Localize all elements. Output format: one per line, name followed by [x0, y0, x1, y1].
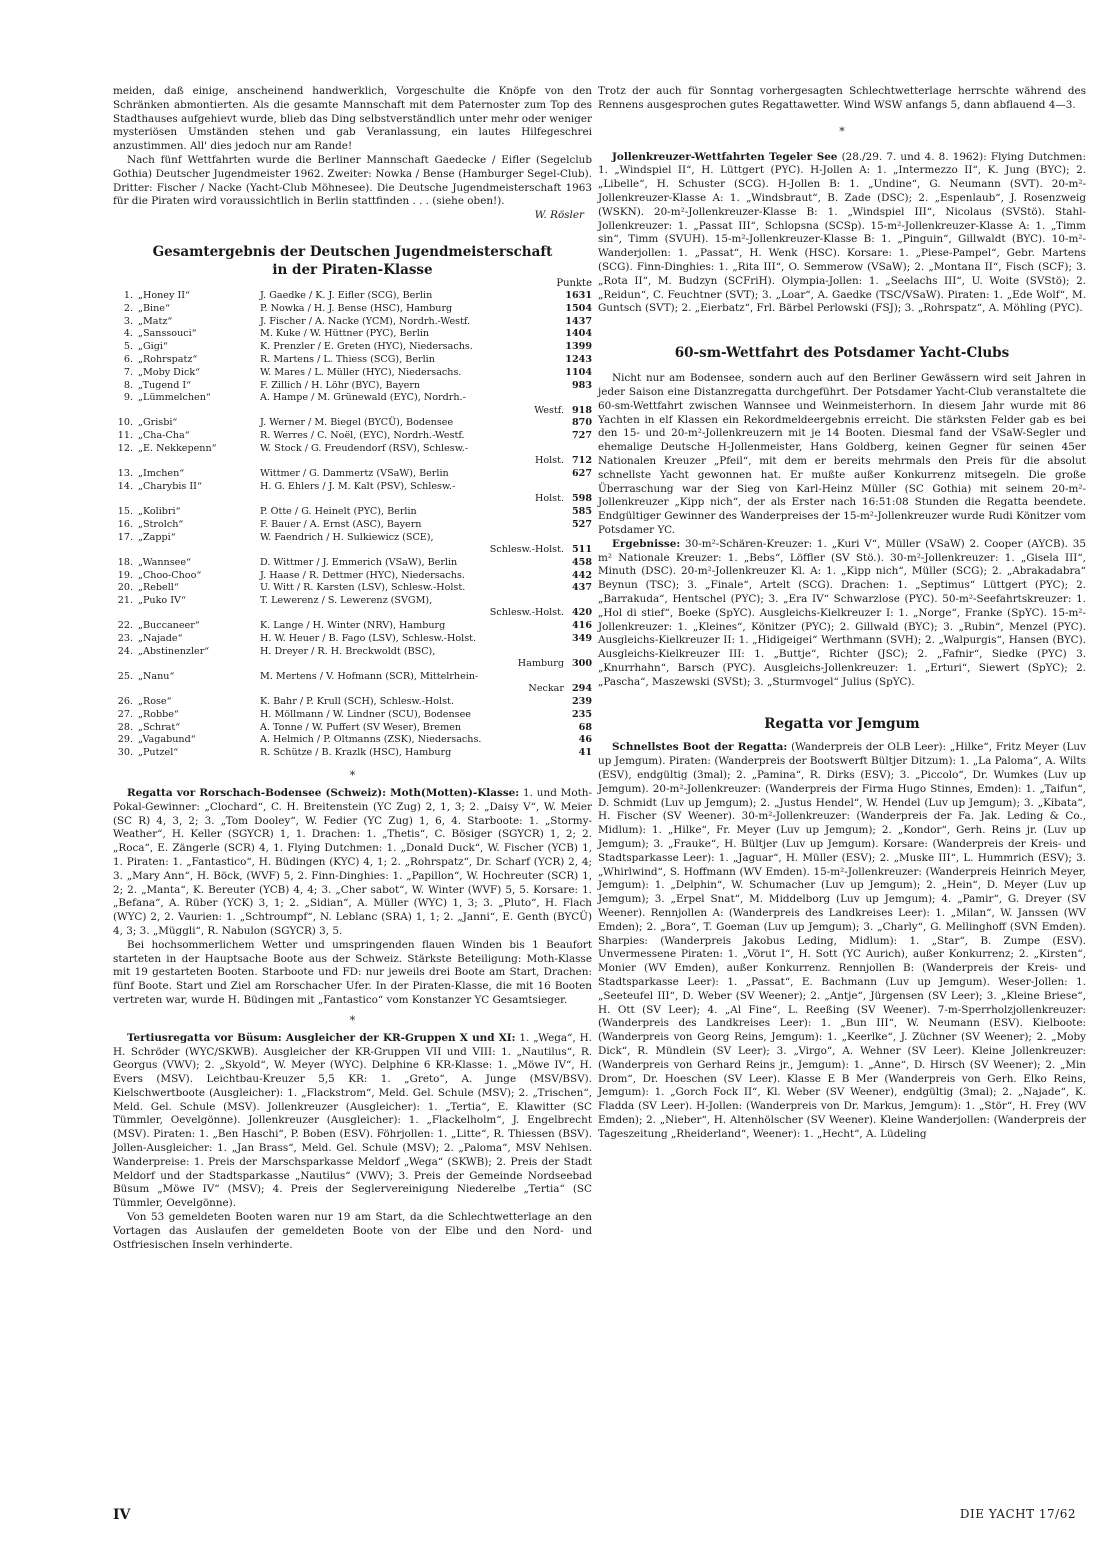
rank-cell: [113, 455, 136, 467]
crew-cell: Wittmer / G. Dammertz (VSaW), Berlin: [260, 468, 449, 480]
table-row: [113, 316, 592, 328]
points-cell: [564, 392, 592, 404]
points-cell: 349: [571, 632, 592, 644]
points-cell: 1631: [565, 289, 592, 301]
boat-cell: „Rose“: [138, 695, 172, 707]
boat-cell: [136, 683, 260, 695]
boat-cell: „Najade“: [138, 632, 183, 644]
results-subtitle: in der Piraten-Klasse: [272, 261, 433, 278]
points-cell: 420: [571, 607, 592, 619]
crew-cell: H. G. Ehlers / J. M. Kalt (PSV), Schlesw.-: [260, 480, 456, 492]
boat-cell: „Gigi“: [138, 341, 168, 353]
boat-cell: [136, 455, 260, 467]
table-row: [113, 506, 592, 518]
potsdam-results: 30-m²-Schären-Kreuzer: 1. „Kuri V“, Müller (VSaW) 2. Cooper (AYCB). 35 m² Nationale Kreuzer: 1. „Bebs“, Löffler (SV Stö.). 30-m²-Jollenkreuzer: 1. „Gisela III“, Minuth (DSC). 20-m²-Jollenkreuzer Kl. A: 1. „Kipp nich“, Müller (SCG); 2. „Abrakadabra“ Beynun (TSC); 3. „Finale“, Artelt (SCG). Drachen: 1. „Septimus“ Lüttgert (PYC); 2. „Barrakuda“, Hentschel (PYC); 3. „Era IV“ Schwarzlose (PYC). 50-m²-Seefahrtskreuzer: 1. „Hol di stief“, Boeke (SpYC). Ausgleichs-Kielkreuzer I: 1. „Norge“, Franke (SpYC). 15-m²-Jollenkreuzer: 1. „Kleines“, Könitzer (PYC); 2. Gillwald (BYC); 3. „Rubin“, Menzel (PYC). Ausgleichs-Kielkreuzer II: 1. „Hidigeigei“ Werthmann (SVH); 2. „Walpurgis“, Hansen (BYC). Ausgleichs-Kielkreuzer III: 1. „Buttje“, Richter (JSC); 2. „Fafnir“, Siedke (PYC) 3. „Knurrhahn“, Barsch (PYC). Ausgleichs-Jollenkreuzer: 1. „Erturi“, Siewert (SpYC); 2. „Pascha“, Maszewski (SVSt); 3. „Sturmvogel“ Julius (SpYC).: [598, 537, 1087, 688]
points-cell: 239: [571, 695, 592, 707]
table-row: [113, 633, 592, 645]
potsdam-paragraph: Nicht nur am Bodensee, sondern auch auf den Berliner Gewässern wird seit Jahren in jeder Saison eine Distanzregatta durchgeführt. Der Potsdamer Yacht-Club veranstaltete die 60-sm-Wettfahrt zwischen Wannsee und Weinmeisterhorn. In diesem Jahr wurde mit 86 Yachten in elf Klassen ein Rekordmeldeergebnis erreicht. Die stärksten Felder gab es bei den 15- und 20-m²-Jollenkreuzern mit je 14 Booten. Diesmal fand der VSaW-Segler und ehemalige Deutsche H-Jollenmeister, Hans Goldberg, keinen Gegner für seinen 45er Nationalen Kreuzer „Pfeil“, mit dem er bereits mehrmals den Preis für die absolut schnellste Yacht gewonnen hat. Er mußte außer Konkurrenz mitsegeln. Die große Überraschung war der Sieg von Karl-Heinz Müller (SC Gothia) mit seinem 20-m²-Jollenkreuzer „Kipp nich“, der als Erster nach 16:51:08 Stunden die Regatta beendete. Endgültiger Gewinner des Wanderpreises der 15-m²-Jollenkreuzer wurde Rudi Könitzer vom Potsdamer YC.: [598, 372, 1086, 536]
table-row: [113, 443, 592, 455]
table-row: [113, 709, 592, 721]
points-cell: 727: [571, 430, 592, 442]
table-row: [113, 532, 592, 544]
table-row: [113, 607, 592, 619]
tegel-heading: Jollenkreuzer-Wettfahrten Tegeler See: [612, 150, 838, 163]
points-cell: 598: [571, 493, 592, 505]
table-row: [113, 722, 592, 734]
boat-cell: [136, 493, 260, 505]
crew-cell: R. Werres / C. Noël, (EYC), Nordrh.-Westf.: [260, 430, 465, 442]
rank-cell: 20.: [117, 582, 133, 594]
boat-cell: „Grisbi“: [138, 417, 178, 429]
crew-cont-cell: Holst.: [534, 455, 564, 467]
rorschach-commentary: Bei hochsommerlichem Wetter und umspringenden flauen Winden bis 1 Beaufort starteten in der Hauptsache Boote aus der Schweiz. Stärkste Beteiligung: Moth-Klasse mit 19 gestarteten Booten. Starboote und FD: nur jeweils drei Boote am Start, Drachen: fünf Boote. Start und Ziel am Rorschacher Ufer. In der Piraten-Klasse, die mit 16 Booten vertreten war, wurde H. Büdingen mit „Fantastico“ vom Konstanzer YC Gesamtsieger.: [113, 938, 592, 1006]
rank-cell: 25.: [117, 670, 133, 682]
boat-cell: „Rebell“: [138, 582, 179, 594]
busum-results: 1. „Wega“, H. H. Schröder (WYC/SKWB). Ausgleicher der KR-Gruppen VII und VIII: 1. „Nautilus“, R. Georgus (VWV); 2. „Skyold“, W. Meyer (WYC). Delphine 6 KR-Klasse: 1. „Möwe IV“, H. Evers (MSV). Leichtbau-Kreuzer 5,5 KR: 1. „Greto“, A. Junge (MSV/BSV). Kielschwertboote (Ausgleicher): 1. „Flackstrom“, Meld. Gel. Schule (MSV); 2. „Trischen“, Meld. Gel. Schule (MSV). Jollenkreuzer (Ausgleicher): 1. „Tertia“, E. Klawitter (SC Tümmler, Oevelgönne). Jollenkreuzer (Ausgleicher): 1. „Flackelholm“, J. Engelbrecht (MSV). Piraten: 1. „Ben Haschi“, P. Boben (ESV). Föhrjollen: 1. „Litte“, R. Thiessen (BSV). Jollen-Ausgleicher: 1. „Jan Brass“, Meld. Gel. Schule (MSV); 2. „Paloma“, MSV Nehlsen. Wanderpreise: 1. Preis der Marschsparkasse Meldorf „Wega“ (SKWB); 2. Preis der Stadt Meldorf und der Stadtsparkasse „Nautilus“ (VWV); 3. Preis der Gemeinde Nordseebad Büsum „Möwe IV“ (MSV); 4. Preis der Seglervereinigung Niederelbe „Tertia“ (SC Tümmler, Oevelgönne).: [113, 1031, 592, 1210]
boat-cell: „Robbe“: [138, 708, 179, 720]
crew-cont-cell: Neckar: [528, 683, 564, 695]
rank-cell: 21.: [117, 595, 133, 607]
table-row: [113, 493, 592, 505]
boat-cell: „Matz“: [138, 315, 173, 327]
magazine-issue: DIE YACHT 17/62: [959, 1507, 1076, 1521]
table-row: [113, 290, 592, 302]
crew-cell: A. Hampe / M. Grünewald (EYC), Nordrh.-: [260, 392, 466, 404]
table-row: [113, 392, 592, 404]
boat-cell: „Charybis II“: [138, 480, 202, 492]
rank-cell: [113, 658, 136, 670]
table-row: [113, 405, 592, 417]
boat-cell: „Buccaneer“: [138, 620, 200, 632]
crew-cell: J. Fischer / A. Nacke (YCM), Nordrh.-Westf.: [260, 315, 471, 327]
points-cell: 983: [571, 379, 592, 391]
points-cell: [564, 481, 592, 493]
points-cell: 870: [571, 417, 592, 429]
rank-cell: 12.: [117, 443, 133, 455]
crew-cell: F. Bauer / A. Ernst (ASC), Bayern: [260, 518, 422, 530]
crew-cell: A. Helmich / P. Oltmanns (ZSK), Niedersachs.: [260, 734, 482, 746]
crew-cell: H. W. Heuer / B. Fago (LSV), Schlesw.-Holst.: [260, 632, 477, 644]
rank-cell: 6.: [123, 353, 133, 365]
jemgum-title: Regatta vor Jemgum: [764, 716, 920, 733]
crew-cell: A. Tonne / W. Puffert (SV Weser), Bremen: [260, 721, 462, 733]
points-cell: 300: [571, 658, 592, 670]
author-signature: [113, 209, 592, 223]
boat-cell: [136, 607, 260, 619]
crew-cell: P. Otte / G. Heinelt (PYC), Berlin: [260, 506, 417, 518]
points-cell: 627: [571, 468, 592, 480]
rorschach-results: 1. und Moth-Pokal-Gewinner: „Clochard“, C. H. Breitenstein (YC Zug) 2, 1, 3; 2. „Daisy V“, W. Meier (SC R) 4, 3, 2; 3. „Tom Dooley“, W. Fedier (YC Zug) 1, 6, 4. Starboote: 1. „Stormy-Weather“, H. Keller (SGYCR) 1, 1. Drachen: 1. „Thetis“, C. Bösiger (SGYCR) 1, 2; 2. „Roca“, E. Zängerle (SCR) 4, 1. Flying Dutchmen: 1. „Donald Duck“, W. Fischer (YCB) 1, 1. Piraten: 1. „Fantastico“, H. Büdingen (KYC) 4, 1; 2. „Rohrspatz“, Dr. Scharf (YCR) 2, 4; 3. „Mary Ann“, H. Böck, (WVF) 5, 2. Finn-Dinghies: 1. „Papillon“, W. Hochreuter (SCR) 1, 2; 2. „Manta“, K. Bereuter (YCB) 4, 4; 3. „Cher sabot“, W. Winter (WVF) 5, 5. Korsare: 1. „Befana“, A. Rüber (YCK) 3, 1; 2. „Sidian“, A. Müller (WYC) 1, 3; 3. „Pluto“, H. Flach (WYC) 2, 2. Vaurien: 1. „Schtroumpf“, N. Leblanc (SRA) 1, 1; 2. „Janni“, E. Genth (BYCÜ) 4, 3; 3. „Müggli“, R. Nabulon (SGYCR) 3, 5.: [113, 786, 592, 937]
points-cell: 585: [571, 506, 592, 518]
section-separator-3: *: [839, 124, 845, 138]
rank-cell: 15.: [117, 506, 133, 518]
summary-paragraph: Nach fünf Wettfahrten wurde die Berliner Mannschaft Gaedecke / Eifler (Segelclub Gothia) Deutscher Jugendmeister 1962. Zweiter: Nowka / Bense (Hamburger Segel-Club). Dritter: Fischer / Nacke (Yacht-Club Möhnesee). Die Deutsche Jugendmeisterschaft 1963 für die Piraten wird voraussichtlich in Berlin stattfinden . . . (siehe oben!).: [113, 153, 592, 208]
results-title: Gesamtergebnis der Deutschen Jugendmeisterschaft: [152, 243, 553, 260]
boat-cell: „Strolch“: [138, 518, 184, 530]
boat-cell: [136, 544, 260, 556]
crew-cont-cell: Schlesw.-Holst.: [489, 543, 564, 555]
crew-cell: M. Kuke / W. Hüttner (PYC), Berlin: [260, 328, 430, 340]
table-row: [113, 417, 592, 429]
boat-cell: „Nanu“: [138, 670, 175, 682]
tegel-results: (28./29. 7. und 4. 8. 1962): Flying Dutchmen: 1. „Windspiel II“, H. Lüttgert (PYC). H-Jollen A: 1. „Intermezzo II“, K. Jung (BYC); 2. „Libelle“, H. Schuster (SCG). H-Jollen B: 1. „Undine“, G. Neumann (SVT). 20-m²-Jollenkreuzer-Klasse A: 1. „Windsbraut“, B. Zade (DSC); 2. „Espenlaub“, J. Rosenzweig (WSKN). 20-m²-Jollenkreuzer-Klasse B: 1. „Windspiel III“, Nicolaus (SVStö). Stahl-Jollenkreuzer: 1. „Passat III“, Schlopsna (SCSp). 15-m²-Jollenkreuzer-Klasse A: 1. „Timm sin“, Timm (SVUH). 15-m²-Jollenkreuzer-Klasse B: 1. „Pinguin“, Gillwaldt (BYC). 10-m²-Wanderjollen: 1. „Passat“, H. Wenk (HSC). Korsare: 1. „Piese-Pampel“, Gebr. Martens (SCG). Finn-Dinghies: 1. „Rita III“, O. Semmerow (VSaW); 2. „Montana II“, Fisch (SCF); 3. „Rota II“, M. Budzyn (SCFriH). Olympia-Jollen: 1. „Seelachs III“, U. Woite (SVStö); 2. „Reidun“, C. Feuchtner (SVT); 3. „Loar“, A. Gaedke (TSC/VSaW). Piraten: 1. „Ede Wolf“, M. Guntsch (SVT); 2. „Eierbatz“, Frl. Bärbel Perlowski (FSJ); 3. „Rohrspatz“, A. Möhling (PYC).: [598, 150, 1086, 315]
crew-cell: H. Dreyer / R. H. Breckwoldt (BSC),: [260, 645, 436, 657]
boat-cell: „Abstinenzler“: [138, 645, 210, 657]
boat-cell: [136, 405, 260, 417]
rank-cell: 1.: [123, 289, 133, 301]
boat-cell: „Tugend I“: [138, 379, 192, 391]
potsdam-results-paragraph: [598, 538, 1086, 690]
crew-cell: F. Zillich / H. Löhr (BYC), Bayern: [260, 379, 421, 391]
table-row: [113, 671, 592, 683]
weather-paragraph: Trotz der auch für Sonntag vorhergesagten Schlechtwetterlage herrschte während des Rennens ausgesprochen gutes Regattawetter. Wind WSW anfangs 5, dann abflauend 4—3.: [598, 85, 1086, 111]
crew-cont-cell: Westf.: [534, 404, 564, 416]
points-cell: [564, 532, 592, 544]
results-table: [113, 290, 592, 760]
table-row: [113, 620, 592, 632]
table-row: [113, 557, 592, 569]
crew-cell: W. Mares / L. Müller (HYC), Niedersachs.: [260, 366, 462, 378]
table-row: [113, 303, 592, 315]
section-separator: *: [349, 768, 356, 782]
table-row: [113, 582, 592, 594]
points-cell: 294: [571, 683, 592, 695]
rank-cell: 28.: [117, 721, 133, 733]
table-row: [113, 747, 592, 759]
rorschach-heading: Regatta vor Rorschach-Bodensee (Schweiz): Moth(Motten)-Klasse:: [127, 786, 520, 799]
jemgum-heading: Schnellstes Boot der Regatta:: [612, 741, 788, 754]
potsdam-title: 60-sm-Wettfahrt des Potsdamer Yacht-Clubs: [674, 345, 1010, 362]
rank-cell: 7.: [123, 366, 133, 378]
rank-cell: [113, 405, 136, 417]
crew-cell: K. Bahr / P. Krull (SCH), Schlesw.-Holst.: [260, 695, 454, 707]
rank-cell: 18.: [117, 556, 133, 568]
points-cell: [564, 443, 592, 455]
rank-cell: [113, 607, 136, 619]
table-row: [113, 683, 592, 695]
crew-cell: K. Lange / H. Winter (NRV), Hamburg: [260, 620, 446, 632]
points-cell: 46: [578, 734, 592, 746]
rank-cell: 30.: [117, 747, 133, 759]
boat-cell: „Bine“: [138, 302, 170, 314]
rank-cell: 14.: [117, 480, 133, 492]
points-cell: 458: [571, 556, 592, 568]
boat-cell: „Honey II“: [138, 289, 190, 301]
rank-cell: 4.: [123, 328, 133, 340]
crew-cell: D. Wittmer / J. Emmerich (VSaW), Berlin: [260, 556, 458, 568]
rank-cell: 23.: [117, 632, 133, 644]
jemgum-paragraph: [598, 741, 1086, 1141]
points-cell: 416: [571, 620, 592, 632]
rank-cell: [113, 493, 136, 505]
rank-cell: [113, 544, 136, 556]
rank-cell: 11.: [117, 430, 133, 442]
table-row: [113, 519, 592, 531]
rank-cell: 13.: [117, 468, 133, 480]
points-cell: 1243: [565, 353, 592, 365]
table-row: [113, 367, 592, 379]
points-cell: 918: [571, 404, 592, 416]
points-cell: 511: [571, 543, 592, 555]
author-name: W. Rösler: [534, 209, 584, 222]
crew-cell: K. Prenzler / E. Greten (HYC), Niedersachs.: [260, 341, 473, 353]
points-cell: 1399: [565, 341, 592, 353]
jemgum-results: (Wanderpreis der OLB Leer): „Hilke“, Fritz Meyer (Luv up Jemgum). Piraten: (Wanderpreis der Bootswerft Bültjer Ditzum): 1. „La Paloma“, A. Wilts (ESV), endgültig (3mal); 2. „Pamina“, R. Dirks (ESV); 3. „Piccolo“, Dr. Wumkes (Luv up Jemgum). 20-m²-Jollenkreuzer: (Wanderpreis der Firma Hugo Stinnes, Emden): 1. „Taifun“, D. Schmidt (Luv up Jemgum); 2. „Justus Hendel“, W. Hendel (Luv up Jemgum); 3. „Kibata“, H. Fischer (SV Weener). 30-m²-Jollenkreuzer: (Wanderpreis der Fa. Jak. Leding & Co., Midlum): 1. „Hilke“, Fr. Meyer (Luv up Jemgum); 2. „Kondor“, Gerh. Reins jr. (Luv up Jemgum); 3. „Frauke“, H. Bültjer (Luv up Jemgum). Korsare: (Wanderpreis der Kreis- und Stadtsparkasse Leer): 1. „Jaguar“, H. Müller (ESV); 2. „Muske III“, L. Hummrich (ESV); 3. „Whirlwind“, S. Hoffmann (WV Emden). 15-m²-Jollenkreuzer: (Wanderpreis Heinrich Meyer, Jemgum): 1. „Delphin“, W. Schumacher (Luv up Jemgum); 2. „Hein“, D. Meyer (Luv up Jemgum); 3. „Erpel Snat“, M. Middelborg (Luv up Jemgum); 4. „Pamir“, G. Dreyer (SV Weener). Rennjollen A: (Wanderpreis des Landkreises Leer): 1. „Milan“, W. Janssen (WV Emden); 2. „Bora“, T. Goeman (Luv up Jemgum); 3. „Charly“, G. Mellinghoff (SVN Emden). Sharpies: (Wanderpreis Jakobus Leding, Midlum): 1. „Star“, B. Zumpe (ESV). Unvermessene Piraten: 1. „Vörut I“, H. Sott (YC Aurich), außer Konkurrenz; 2. „Kirsten“, Monier (WV Emden), außer Konkurrenz. Rennjollen B: (Wanderpreis der Kreis- und Stadtsparkasse Leer): 1. „Passat“, E. Bachmann (Luv up Jemgum). Weser-Jollen: 1. „Seeteufel III“, D. Weber (SV Weener); 2. „Antje“, Jürgensen (SV Leer); 3. „Kleine Briese“, H. Ott (SV Leer); 4. „Al Fine“, L. Reeßing (SV Weener). 7-m-Sperrholzjollenkreuzer: (Wanderpreis des Landkreises Leer): 1. „Bun III“, W. Neumann (ESV). Kielboote: (Wanderpreis von Georg Reins, Jemgum): 1. „Keerlke“, J. Züchner (SV Weener); 2. „Moby Dick“, R. Mündlein (SV Leer); 3. „Virgo“, A. Wehner (SV Leer). Kleine Jollenkreuzer: (Wanderpreis von Gerhard Reins jr., Jemgum): 1. „Anne“, D. Hirsch (SV Weener); 2. „Min Drom“, Dr. Hoeschen (SV Leer). Klasse E B Mer (Wanderpreis von Gerh. Elko Reins, Jemgum): 1. „Gorch Fock II“, Kl. Weber (SV Weener), endgültig (3mal); 2. „Najade“, K. Fladda (SV Leer). H-Jollen: (Wanderpreis von Dr. Markus, Jemgum): 1. „Stör“, H. Frey (WV Emden); 2. „Nieber“, H. Altenhölscher (SV Weener). Kleine Wanderjollen: (Wanderpreis der Tageszeitung „Rheiderland“, Weener): 1. „Hecht“, A. Lüdeling: [598, 741, 1086, 1140]
table-row: [113, 354, 592, 366]
points-cell: 1404: [565, 328, 592, 340]
table-row: [113, 380, 592, 392]
rank-cell: 9.: [123, 392, 133, 404]
rank-cell: 24.: [117, 645, 133, 657]
crew-cont-cell: Holst.: [534, 493, 564, 505]
crew-cell: J. Gaedke / K. J. Eifler (SCG), Berlin: [260, 289, 433, 301]
rank-cell: 26.: [117, 695, 133, 707]
table-row: [113, 430, 592, 442]
rank-cell: 16.: [117, 518, 133, 530]
table-row: [113, 481, 592, 493]
points-cell: [564, 595, 592, 607]
crew-cell: H. Möllmann / W. Lindner (SCU), Bodensee: [260, 708, 471, 720]
crew-cell: U. Witt / R. Karsten (LSV), Schlesw.-Holst.: [260, 582, 466, 594]
boat-cell: „Schrat“: [138, 721, 181, 733]
boat-cell: „Putzel“: [138, 747, 179, 759]
boat-cell: „Vagabund“: [138, 734, 196, 746]
rank-cell: 22.: [117, 620, 133, 632]
boat-cell: „Sanssouci“: [138, 328, 197, 340]
rank-cell: [113, 683, 136, 695]
rank-cell: 2.: [123, 302, 133, 314]
boat-cell: „Choo-Choo“: [138, 569, 202, 581]
boat-cell: „Lümmelchen“: [138, 392, 211, 404]
table-row: [113, 658, 592, 670]
boat-cell: „Rohrspatz“: [138, 353, 198, 365]
crew-cell: W. Stock / G. Freudendorf (RSV), Schlesw.-: [260, 443, 469, 455]
points-cell: [564, 646, 592, 658]
boat-cell: „Puko IV“: [138, 595, 186, 607]
table-row: [113, 646, 592, 658]
boat-cell: „Kolibri“: [138, 506, 181, 518]
potsdam-results-heading: Ergebnisse:: [612, 537, 681, 550]
rank-cell: 17.: [117, 531, 133, 543]
tegel-report: [598, 151, 1086, 317]
table-row: [113, 455, 592, 467]
boat-cell: „Wannsee“: [138, 556, 191, 568]
rank-cell: 8.: [123, 379, 133, 391]
rank-cell: 19.: [117, 569, 133, 581]
points-cell: [564, 671, 592, 683]
points-cell: 527: [571, 518, 592, 530]
crew-cell: T. Lewerenz / S. Lewerenz (SVGM),: [260, 595, 433, 607]
points-column-header: Punkte: [556, 277, 592, 289]
points-cell: 41: [578, 747, 592, 759]
boat-cell: „Moby Dick“: [138, 366, 201, 378]
crew-cell: R. Martens / L. Thiess (SCG), Berlin: [260, 353, 435, 365]
boat-cell: „Cha-Cha“: [138, 430, 190, 442]
rank-cell: 27.: [117, 708, 133, 720]
crew-cont-cell: Hamburg: [517, 658, 564, 670]
points-cell: 68: [578, 721, 592, 733]
table-row: [113, 328, 592, 340]
intro-paragraph: meiden, daß einige, anscheinend handwerklich, Vorgeschulte die Knöpfe von den Schränken abmontierten. Als die gesamte Mannschaft mit dem Paternoster zum Top des Stadthauses aufgehievt wurde, blieb das Ding selbstverständlich unter mehr oder weniger mysteriösen Umständen stehen und gab Veranlassung, ein lautes Hilfegeschrei anzustimmen. All' dies jedoch nur am Rande!: [113, 85, 592, 153]
right-column: [598, 85, 1086, 1142]
points-cell: 1504: [565, 302, 592, 314]
table-row: [113, 734, 592, 746]
points-cell: 1104: [565, 366, 592, 378]
boat-cell: [136, 658, 260, 670]
crew-cell: W. Faendrich / H. Sulkiewicz (SCE),: [260, 531, 434, 543]
busum-heading: Tertiusregatta vor Büsum: Ausgleicher der KR-Gruppen X und XI:: [127, 1031, 516, 1044]
points-cell: 437: [571, 582, 592, 594]
rank-cell: 5.: [123, 341, 133, 353]
points-cell: 1437: [565, 315, 592, 327]
table-row: [113, 468, 592, 480]
page-number: IV: [113, 1507, 131, 1523]
crew-cell: M. Mertens / V. Hofmann (SCR), Mittelrhein-: [260, 670, 479, 682]
busum-commentary: Von 53 gemeldeten Booten waren nur 19 am Start, da die Schlechtwetterlage an den Vortagen das Auslaufen der gemeldeten Boote von der Elbe und den Nord- und Ostfriesischen Inseln verhinderte.: [113, 1211, 592, 1251]
rank-cell: 3.: [123, 315, 133, 327]
table-row: [113, 595, 592, 607]
rank-cell: 10.: [117, 417, 133, 429]
crew-cell: P. Nowka / H. J. Bense (HSC), Hamburg: [260, 302, 453, 314]
busum-report: [113, 1032, 592, 1211]
rorschach-report: [113, 787, 592, 939]
boat-cell: „Imchen“: [138, 468, 185, 480]
crew-cell: J. Haase / R. Dettmer (HYC), Niedersachs.: [260, 569, 465, 581]
table-row: [113, 570, 592, 582]
table-row: [113, 696, 592, 708]
boat-cell: „E. Nekkepenn“: [138, 443, 217, 455]
crew-cont-cell: Schlesw.-Holst.: [489, 607, 564, 619]
table-row: [113, 341, 592, 353]
rank-cell: 29.: [117, 734, 133, 746]
section-separator-2: *: [349, 1013, 356, 1027]
points-cell: 712: [571, 455, 592, 467]
boat-cell: „Zappi“: [138, 531, 176, 543]
points-cell: 442: [571, 569, 592, 581]
points-cell: 235: [571, 708, 592, 720]
left-column: [113, 85, 592, 1252]
crew-cell: J. Werner / M. Biegel (BYCÜ), Bodensee: [260, 417, 454, 429]
table-row: [113, 544, 592, 556]
crew-cell: R. Schütze / B. Krazlk (HSC), Hamburg: [260, 747, 452, 759]
